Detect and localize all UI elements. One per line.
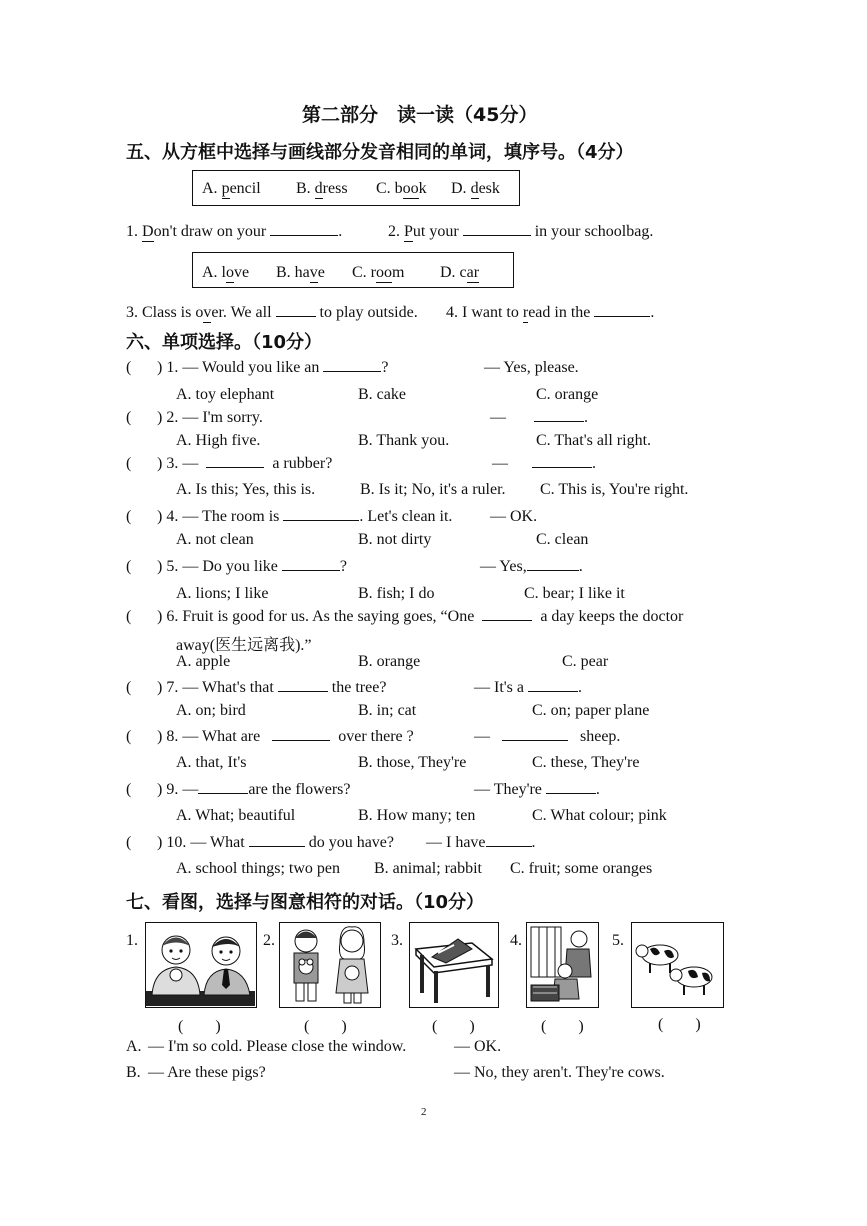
word-option: A. pencil: [202, 180, 261, 197]
response-text: — It's a .: [474, 679, 582, 696]
question-text: ) 1. — Would you like an ?: [157, 359, 389, 376]
answer-blank[interactable]: [272, 740, 330, 741]
answer-blank[interactable]: [198, 793, 248, 794]
question-text: ) 3. — a rubber?: [157, 455, 333, 472]
question-text: ) 4. — The room is . Let's clean it.: [157, 508, 453, 525]
answer-blank[interactable]: [282, 570, 340, 571]
option-a: A. on; bird: [176, 702, 246, 719]
picture-number: 5.: [612, 932, 624, 949]
picture-desk: [409, 922, 499, 1008]
question-5-3: 3. Class is over. We all to play outside.: [126, 304, 418, 321]
paren[interactable]: (: [126, 409, 132, 426]
option-a: A. lions; I like: [176, 585, 269, 602]
option-b: B. cake: [358, 386, 406, 403]
question-5-1: 1. Don't draw on your .: [126, 223, 343, 240]
answer-blank[interactable]: [278, 691, 328, 692]
answer-blank[interactable]: [486, 846, 532, 847]
word-option: A. love: [202, 264, 250, 281]
answer-blank[interactable]: [270, 235, 338, 236]
dialog-response: — No, they aren't. They're cows.: [454, 1064, 665, 1081]
part-title: 第二部分 读一读（45分）: [302, 104, 538, 126]
answer-blank[interactable]: [594, 316, 650, 317]
dialog-label: B.: [126, 1064, 141, 1081]
answer-blank[interactable]: [528, 691, 578, 692]
answer-blank[interactable]: [206, 467, 264, 468]
option-b: B. How many; ten: [358, 807, 476, 824]
response-text: — Yes, please.: [484, 359, 579, 376]
paren[interactable]: (: [126, 608, 132, 625]
page-number: 2: [421, 1106, 427, 1118]
option-c: C. fruit; some oranges: [510, 860, 653, 877]
question-text: ) 2. — I'm sorry.: [157, 409, 263, 426]
paren[interactable]: (: [126, 834, 132, 851]
option-c: C. This is, You're right.: [540, 481, 689, 498]
word-option: C. room: [352, 264, 405, 281]
answer-blank[interactable]: [482, 620, 532, 621]
response-text: — .: [490, 409, 588, 426]
option-a: A. What; beautiful: [176, 807, 296, 824]
option-c: C. orange: [536, 386, 599, 403]
option-b: B. in; cat: [358, 702, 417, 719]
word-option: C. book: [376, 180, 427, 197]
answer-blank[interactable]: [527, 570, 579, 571]
answer-blank[interactable]: [249, 846, 305, 847]
question-text: ) 6. Fruit is good for us. As the saying goes, “One a day keeps the doctor: [157, 608, 684, 625]
option-c: C. bear; I like it: [524, 585, 625, 602]
word-option: B. dress: [296, 180, 348, 197]
answer-blank[interactable]: [546, 793, 596, 794]
option-b: B. fish; I do: [358, 585, 435, 602]
option-a: A. toy elephant: [176, 386, 275, 403]
picture-cows: [631, 922, 724, 1008]
paren[interactable]: (: [126, 679, 132, 696]
option-b: B. Thank you.: [358, 432, 450, 449]
dialog-question: — Are these pigs?: [148, 1064, 266, 1081]
option-c: C. these, They're: [532, 754, 640, 771]
response-text: — Yes, .: [480, 558, 583, 575]
question-text-line2: away(医生远离我).”: [176, 637, 312, 654]
option-b: B. not dirty: [358, 531, 432, 548]
paren[interactable]: (: [126, 359, 132, 376]
paren[interactable]: (: [126, 455, 132, 472]
answer-blank[interactable]: [502, 740, 568, 741]
question-text: ) 9. — are the flowers?: [157, 781, 351, 798]
answer-paren[interactable]: ( ): [658, 1016, 701, 1033]
answer-blank[interactable]: [532, 467, 592, 468]
picture-number: 1.: [126, 932, 138, 949]
picture-two-boys: [145, 922, 257, 1008]
option-b: B. Is it; No, it's a ruler.: [360, 481, 506, 498]
answer-blank[interactable]: [463, 235, 531, 236]
word-option: D. desk: [451, 180, 500, 197]
option-b: B. animal; rabbit: [374, 860, 482, 877]
answer-paren[interactable]: ( ): [541, 1018, 584, 1035]
answer-paren[interactable]: ( ): [304, 1018, 347, 1035]
option-c: C. What colour; pink: [532, 807, 667, 824]
option-c: C. clean: [536, 531, 589, 548]
paren[interactable]: (: [126, 728, 132, 745]
question-text: ) 7. — What's that the tree?: [157, 679, 387, 696]
response-text: — .: [492, 455, 596, 472]
dialog-response: — OK.: [454, 1038, 502, 1055]
option-a: A. school things; two pen: [176, 860, 340, 877]
section-7-title: 七、看图，选择与图意相符的对话。（10分）: [126, 892, 485, 913]
option-b: B. orange: [358, 653, 421, 670]
option-a: A. not clean: [176, 531, 254, 548]
option-c: C. on; paper plane: [532, 702, 650, 719]
picture-number: 2.: [263, 932, 275, 949]
option-a: A. that, It's: [176, 754, 247, 771]
answer-paren[interactable]: ( ): [178, 1018, 221, 1035]
response-text: — They're .: [474, 781, 600, 798]
answer-blank[interactable]: [276, 316, 316, 317]
option-a: A. apple: [176, 653, 231, 670]
option-a: A. High five.: [176, 432, 261, 449]
paren[interactable]: (: [126, 781, 132, 798]
option-c: C. That's all right.: [536, 432, 652, 449]
paren[interactable]: (: [126, 508, 132, 525]
answer-blank[interactable]: [534, 421, 584, 422]
question-5-4: 4. I want to read in the .: [446, 304, 655, 321]
response-text: — I have .: [426, 834, 536, 851]
question-5-2: 2. Put your in your schoolbag.: [388, 223, 654, 240]
picture-number: 3.: [391, 932, 403, 949]
dialog-question: — I'm so cold. Please close the window.: [148, 1038, 407, 1055]
answer-blank[interactable]: [283, 520, 359, 521]
option-c: C. pear: [562, 653, 609, 670]
answer-blank[interactable]: [323, 371, 381, 372]
response-text: — OK.: [490, 508, 538, 525]
picture-kids-with-toys: [279, 922, 381, 1008]
question-text: ) 10. — What do you have?: [157, 834, 394, 851]
section-6-title: 六、单项选择。（10分）: [126, 332, 323, 353]
question-text: ) 5. — Do you like ?: [157, 558, 347, 575]
word-option: D. car: [440, 264, 480, 281]
picture-window: [526, 922, 599, 1008]
option-b: B. those, They're: [358, 754, 467, 771]
section-5-title: 五、从方框中选择与画线部分发音相同的单词，填序号。（4分）: [126, 142, 634, 163]
option-a: A. Is this; Yes, this is.: [176, 481, 316, 498]
dialog-label: A.: [126, 1038, 142, 1055]
question-text: ) 8. — What are over there ?: [157, 728, 414, 745]
paren[interactable]: (: [126, 558, 132, 575]
response-text: — sheep.: [474, 728, 621, 745]
picture-number: 4.: [510, 932, 522, 949]
word-option: B. have: [276, 264, 325, 281]
answer-paren[interactable]: ( ): [432, 1018, 475, 1035]
